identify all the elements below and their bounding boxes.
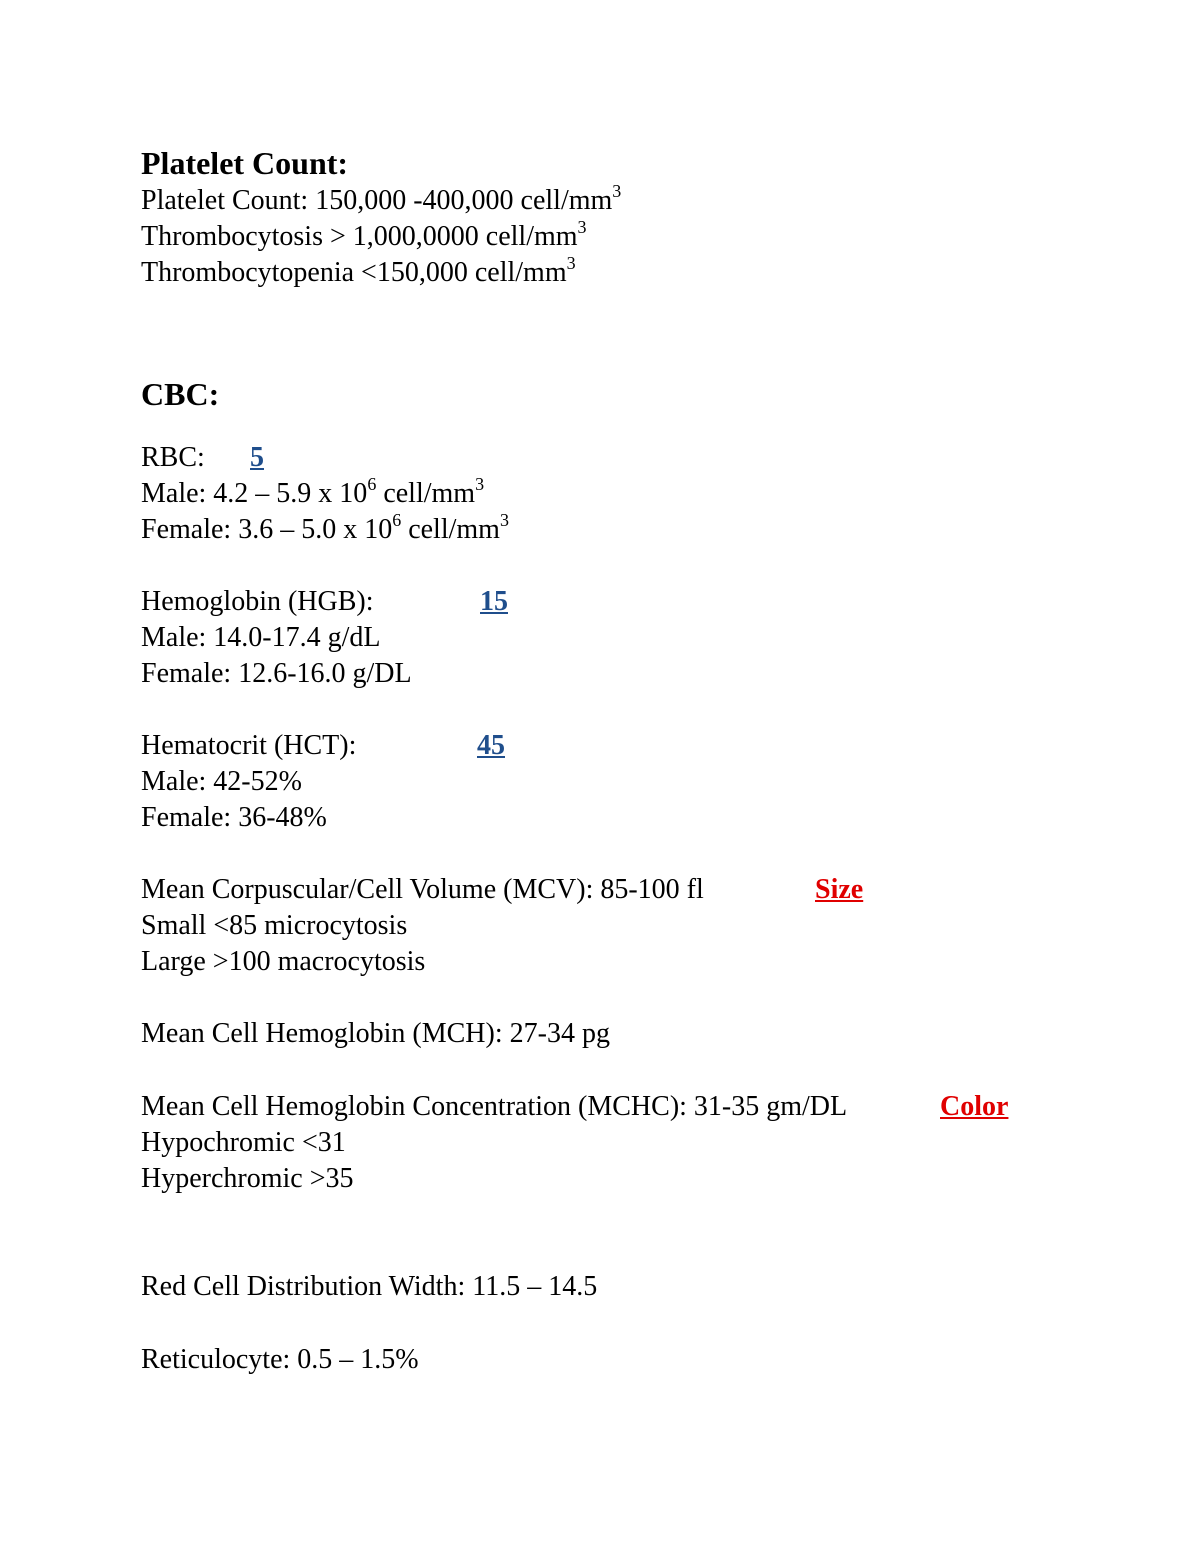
rbc-male-range: [141, 473, 485, 512]
mchc-label: Mean Cell Hemoglobin Concentration (MCHC): 31-35 gm/DL: [141, 1091, 848, 1122]
rbc-unit: cell/mm: [401, 514, 500, 545]
superscript: 3: [612, 180, 622, 201]
reticulocyte-label: Reticulocyte: 0.5 – 1.5%: [141, 1344, 419, 1375]
mchc-hyperchromic: Hyperchromic >35: [141, 1163, 354, 1194]
platelet-normal-text: Platelet Count: 150,000 -400,000 cell/mm: [141, 185, 613, 216]
size-flag-link[interactable]: Size: [815, 874, 864, 905]
color-flag-link[interactable]: [940, 1089, 1008, 1125]
hgb-male-range: Male: 14.0-17.4 g/dL: [141, 622, 381, 653]
thrombocytosis-text: Thrombocytosis > 1,000,0000 cell/mm: [141, 221, 578, 252]
hct-female-range: Female: 36-48%: [141, 802, 327, 833]
rbc-unit: cell/mm: [376, 478, 476, 509]
superscript: 6: [367, 473, 377, 494]
rdw-label: Red Cell Distribution Width: 11.5 – 14.5: [141, 1271, 598, 1302]
rbc-value-link[interactable]: 5: [250, 442, 264, 473]
mcv-large: Large >100 macrocytosis: [141, 946, 426, 977]
cbc-heading: CBC:: [141, 376, 220, 412]
superscript: 3: [566, 252, 576, 273]
hgb-female-range: Female: 12.6-16.0 g/DL: [141, 658, 412, 689]
color-flag-text: Color: [940, 1091, 1009, 1122]
platelet-normal-range: [141, 180, 622, 219]
mch-label: Mean Cell Hemoglobin (MCH): 27-34 pg: [141, 1018, 610, 1049]
rbc-female-range: [141, 509, 509, 548]
platelet-heading: Platelet Count:: [141, 145, 349, 181]
thrombocytopenia-text: Thrombocytopenia <150,000 cell/mm: [141, 257, 567, 288]
rbc-female-text: Female: 3.6 – 5.0 x 10: [141, 514, 393, 545]
thrombocytopenia-range: [141, 252, 576, 291]
mchc-hypochromic: Hypochromic <31: [141, 1127, 346, 1158]
rbc-male-text: Male: 4.2 – 5.9 x 10: [141, 478, 368, 509]
hgb-label: Hemoglobin (HGB):: [141, 586, 374, 617]
superscript: 3: [475, 473, 485, 494]
hct-value-link[interactable]: 45: [477, 730, 505, 761]
rbc-label: RBC:: [141, 442, 205, 473]
superscript: 3: [577, 216, 587, 237]
hct-label: Hematocrit (HCT):: [141, 730, 357, 761]
thrombocytosis-range: [141, 216, 587, 255]
mcv-label: Mean Corpuscular/Cell Volume (MCV): 85-100 fl: [141, 874, 704, 905]
hgb-value-link[interactable]: 15: [480, 586, 508, 617]
superscript: 6: [392, 509, 402, 530]
mcv-small: Small <85 microcytosis: [141, 910, 408, 941]
hct-male-range: Male: 42-52%: [141, 766, 302, 797]
superscript: 3: [499, 509, 509, 530]
